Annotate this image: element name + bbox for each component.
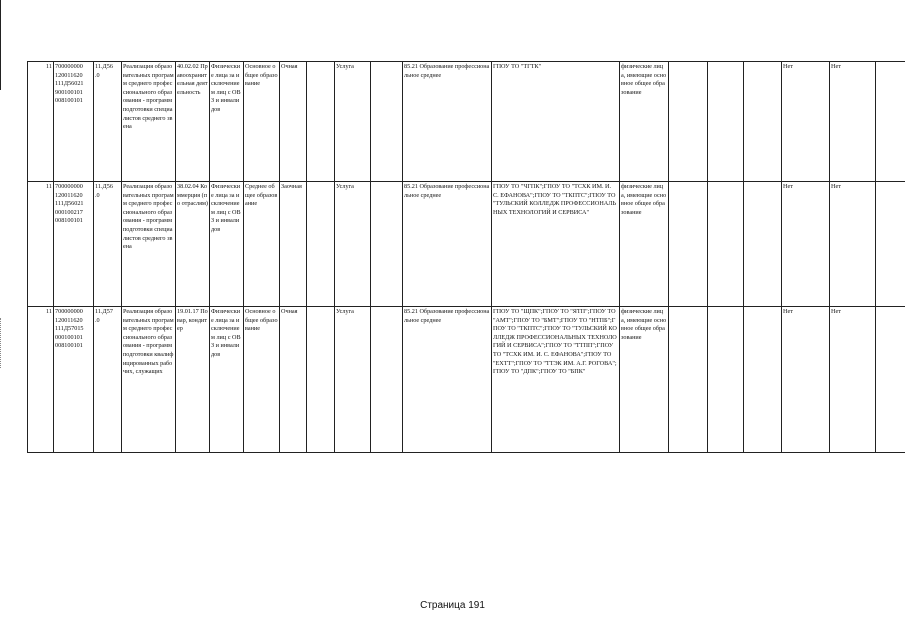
- cell-code: [54, 62, 94, 182]
- cell-text: Очная: [281, 63, 298, 70]
- cell-text: 19.01.17 Повар, кондитер: [177, 308, 208, 333]
- cell-num: [28, 182, 54, 307]
- cell-text: 11.Д56 .0: [95, 63, 113, 79]
- cell-text: 11: [46, 308, 52, 315]
- cell-form: [280, 62, 307, 182]
- cell-blank4: [708, 62, 744, 182]
- cell-flag2: [830, 182, 876, 307]
- cell-group: [94, 62, 122, 182]
- cell-text: 85.21 Образование профессиональное среднее: [404, 183, 490, 199]
- cell-text: 700000000 120011620 111Д56021 000100217 008100101: [55, 183, 84, 225]
- cell-text: 85.21 Образование профессиональное среднее: [404, 308, 490, 324]
- cell-okved: [403, 307, 492, 453]
- cell-text: 11: [46, 63, 52, 70]
- cell-blank5: [744, 182, 782, 307]
- cell-blank2: [371, 182, 403, 307]
- cell-text: Нет: [783, 183, 793, 190]
- cell-text: Физические лица за исключением лиц с ОВЗ и инвалидов: [211, 63, 241, 113]
- cell-type: [335, 62, 371, 182]
- register-table: [27, 61, 905, 453]
- cell-text: Очная: [281, 308, 298, 315]
- cell-base: [244, 62, 280, 182]
- cell-blank1: [307, 62, 335, 182]
- cell-text: Услуга: [336, 63, 354, 70]
- cell-blank1: [307, 182, 335, 307]
- cell-blank2: [371, 307, 403, 453]
- cell-text: ГПОУ ТО "ЧГПК";ГПОУ ТО "ТСХК ИМ. И. С. ЕФАНОВА";ГПОУ ТО "ТКПТС";ГПОУ ТО "ТУЛЬСКИЙ КОЛЛЕДЖ ПРОФЕССИОНАЛЬНЫХ ТЕХНОЛОГИЙ И СЕРВИСА": [493, 183, 617, 216]
- cell-code: [54, 307, 94, 453]
- cell-flag1: [782, 307, 830, 453]
- punch-marks: [0, 318, 3, 368]
- cell-flag1: [782, 182, 830, 307]
- cell-group: [94, 182, 122, 307]
- cell-service: [122, 307, 176, 453]
- cell-blank4: [708, 182, 744, 307]
- cell-okved: [403, 62, 492, 182]
- cell-institutions: [492, 307, 620, 453]
- cell-text: Нет: [831, 63, 841, 70]
- cell-text: Реализация образовательных программ среднего профессионального образования - программ подготовки квалифицированных рабочих, служащих: [123, 308, 174, 376]
- cell-text: 85.21 Образование профессиональное среднее: [404, 63, 490, 79]
- cell-blank3: [669, 62, 708, 182]
- cell-blank6: [876, 182, 905, 307]
- cell-service: [122, 182, 176, 307]
- cell-form: [280, 307, 307, 453]
- cell-category: [210, 182, 244, 307]
- page-number: Страница 191: [420, 600, 485, 611]
- cell-text: Физические лица за исключением лиц с ОВЗ и инвалидов: [211, 183, 241, 233]
- cell-institutions: [492, 182, 620, 307]
- cell-text: Физические лица за исключением лиц с ОВЗ и инвалидов: [211, 308, 241, 358]
- cell-text: Нет: [783, 308, 793, 315]
- cell-group: [94, 307, 122, 453]
- cell-text: Среднее общее образование: [245, 183, 278, 208]
- cell-base: [244, 307, 280, 453]
- cell-blank5: [744, 307, 782, 453]
- cell-type: [335, 307, 371, 453]
- cell-num: [28, 307, 54, 453]
- cell-text: Нет: [783, 63, 793, 70]
- cell-text: Реализация образовательных программ среднего профессионального образования - программ подготовки специалистов среднего звена: [123, 63, 174, 131]
- cell-institutions: [492, 62, 620, 182]
- cell-profession: [176, 62, 210, 182]
- cell-text: Нет: [831, 308, 841, 315]
- cell-text: Услуга: [336, 308, 354, 315]
- cell-text: ГПОУ ТО "ЩПК";ГПОУ ТО "ЯТП";ГПОУ ТО "АМТ";ГПОУ ТО "БМТ";ГПОУ ТО "НТПБ";ГПОУ ТО "ТКПТС";ГПОУ ТО "ТУЛЬСКИЙ КОЛЛЕДЖ ПРОФЕССИОНАЛЬНЫХ ТЕХНОЛОГИЙ И СЕРВИСА";ГПОУ ТО "ТТПП";ГПОУ ТО "ТСХК ИМ. И. С. ЕФАНОВА";ГПОУ ТО "ЕХТТ";ГПОУ ТО "ТТЭК ИМ. А.Г. РОГОВА";ГПОУ ТО "ДПК";ГПОУ ТО "БПК": [493, 308, 617, 376]
- cell-flag1: [782, 62, 830, 182]
- cell-text: 700000000 120011620 111Д56021 900100101 008100101: [55, 63, 84, 105]
- cell-flag2: [830, 62, 876, 182]
- cell-flag2: [830, 307, 876, 453]
- cell-profession: [176, 307, 210, 453]
- cell-text: 11.Д57 .0: [95, 308, 113, 324]
- cell-blank3: [669, 182, 708, 307]
- cell-base: [244, 182, 280, 307]
- cell-type: [335, 182, 371, 307]
- cell-profession: [176, 182, 210, 307]
- cell-text: Реализация образовательных программ среднего профессионального образования - программ подготовки специалистов среднего звена: [123, 183, 174, 251]
- cell-recipients: [620, 62, 669, 182]
- table-row: [28, 62, 905, 182]
- cell-blank5: [744, 62, 782, 182]
- cell-form: [280, 182, 307, 307]
- cell-service: [122, 62, 176, 182]
- cell-text: Услуга: [336, 183, 354, 190]
- cell-category: [210, 62, 244, 182]
- table-row: [28, 182, 905, 307]
- cell-text: физические лица, имеющие основное общее образование: [621, 308, 667, 341]
- cell-text: Основное общее образование: [245, 63, 278, 88]
- cell-blank6: [876, 62, 905, 182]
- cell-text: 38.02.04 Коммерция (по отраслям): [177, 183, 208, 208]
- left-margin-line: [0, 0, 1, 90]
- cell-text: Основное общее образование: [245, 308, 278, 333]
- cell-text: ГПОУ ТО "ТГТК": [493, 63, 542, 70]
- cell-recipients: [620, 307, 669, 453]
- cell-blank1: [307, 307, 335, 453]
- cell-num: [28, 62, 54, 182]
- cell-text: 40.02.02 Правоохранительная деятельность: [177, 63, 208, 96]
- cell-blank3: [669, 307, 708, 453]
- cell-category: [210, 307, 244, 453]
- table-row: [28, 307, 905, 453]
- cell-text: физические лица, имеющие основное общее образование: [621, 63, 667, 96]
- cell-text: 700000000 120011620 111Д57015 000100101 008100101: [55, 308, 84, 350]
- cell-okved: [403, 182, 492, 307]
- cell-recipients: [620, 182, 669, 307]
- cell-text: 11.Д56 .0: [95, 183, 113, 199]
- cell-blank2: [371, 62, 403, 182]
- cell-code: [54, 182, 94, 307]
- cell-text: Нет: [831, 183, 841, 190]
- cell-blank4: [708, 307, 744, 453]
- cell-text: физические лица, имеющие основное общее образование: [621, 183, 667, 216]
- cell-blank6: [876, 307, 905, 453]
- cell-text: 11: [46, 183, 52, 190]
- cell-text: Заочная: [281, 183, 302, 190]
